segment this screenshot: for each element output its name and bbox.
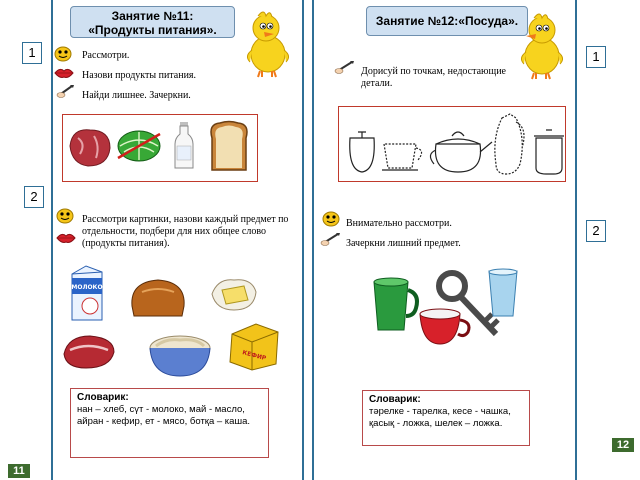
steak-image bbox=[60, 330, 118, 372]
cabbage-image bbox=[116, 128, 162, 164]
center-right-line bbox=[312, 0, 314, 480]
center-left-line bbox=[302, 0, 304, 480]
milk-carton-label: МОЛОКО bbox=[71, 284, 103, 291]
green-mug-image bbox=[368, 276, 420, 334]
lips-icon bbox=[54, 67, 74, 79]
lesson-12-title: Занятие №12:«Посуда». bbox=[366, 6, 528, 36]
instr-look: Рассмотри. bbox=[82, 50, 130, 61]
smiley-eye-icon bbox=[54, 46, 72, 62]
smiley-eye-icon-3 bbox=[322, 211, 340, 227]
left-section-2-number: 2 bbox=[24, 186, 44, 208]
kefir-pack-label: КЕФИР bbox=[241, 349, 267, 363]
left-section-1-number: 1 bbox=[22, 42, 42, 64]
right-margin-line bbox=[575, 0, 577, 480]
right-vocab-text: тәрелке - тарелка, кесе - чашка, қасық - ложка, шелек – ложка. bbox=[369, 406, 511, 429]
instr-look-carefully: Внимательно рассмотри. bbox=[346, 218, 452, 229]
lesson-11-title: Занятие №11: «Продукты питания». bbox=[70, 6, 235, 38]
left-margin-line bbox=[51, 0, 53, 480]
pencil-hand-icon bbox=[56, 84, 76, 98]
bread-slice-image bbox=[206, 120, 252, 172]
pencil-hand-icon-2 bbox=[334, 60, 356, 74]
porridge-bowl-image bbox=[146, 328, 214, 380]
right-page-number: 12 bbox=[612, 438, 634, 452]
left-page-number: 11 bbox=[8, 464, 30, 478]
right-section-2-number: 2 bbox=[586, 220, 606, 242]
pot-outline bbox=[534, 130, 564, 174]
right-vocabulary-box bbox=[362, 390, 530, 446]
right-vocab-title: Словарик: bbox=[369, 394, 421, 405]
bread-loaf-image bbox=[128, 276, 188, 320]
milk-bottle-image bbox=[174, 122, 194, 170]
lips-icon-2 bbox=[56, 232, 76, 244]
sugar-bowl-outline bbox=[350, 132, 375, 172]
blue-glass-image bbox=[486, 268, 520, 320]
meat-image bbox=[66, 124, 114, 170]
instr-connect-dots: Дорисуй по точкам, недостающие детали. bbox=[361, 66, 506, 89]
pencil-hand-icon-3 bbox=[320, 232, 342, 246]
smiley-eye-icon-2 bbox=[56, 208, 74, 224]
instr-find-odd: Найди лишнее. Зачеркни. bbox=[82, 90, 191, 101]
cup-outline bbox=[384, 144, 422, 168]
left-vocab-text: нан – хлеб, сүт - молоко, май - масло, айран - кефир, ет - мясо, ботқа – каша. bbox=[77, 404, 250, 427]
instr-task2: Рассмотри картинки, назови каждый предмет по отдельности, подбери для них общее слово (продукты питания). bbox=[82, 214, 289, 249]
left-vocab-title: Словарик: bbox=[77, 392, 129, 403]
left-vocabulary-box bbox=[70, 388, 269, 458]
kefir-pack-image bbox=[226, 320, 282, 372]
dishes-dot-drawing bbox=[340, 108, 564, 180]
teapot-outline bbox=[430, 132, 492, 172]
chick-illustration bbox=[244, 10, 292, 78]
butter-image bbox=[208, 274, 260, 314]
milk-carton-image bbox=[68, 264, 106, 322]
instr-name-products: Назови продукты питания. bbox=[82, 70, 197, 81]
jug-outline bbox=[495, 114, 524, 174]
right-section-1-number: 1 bbox=[586, 46, 606, 68]
instr-cross-out: Зачеркни лишний предмет. bbox=[346, 238, 461, 249]
